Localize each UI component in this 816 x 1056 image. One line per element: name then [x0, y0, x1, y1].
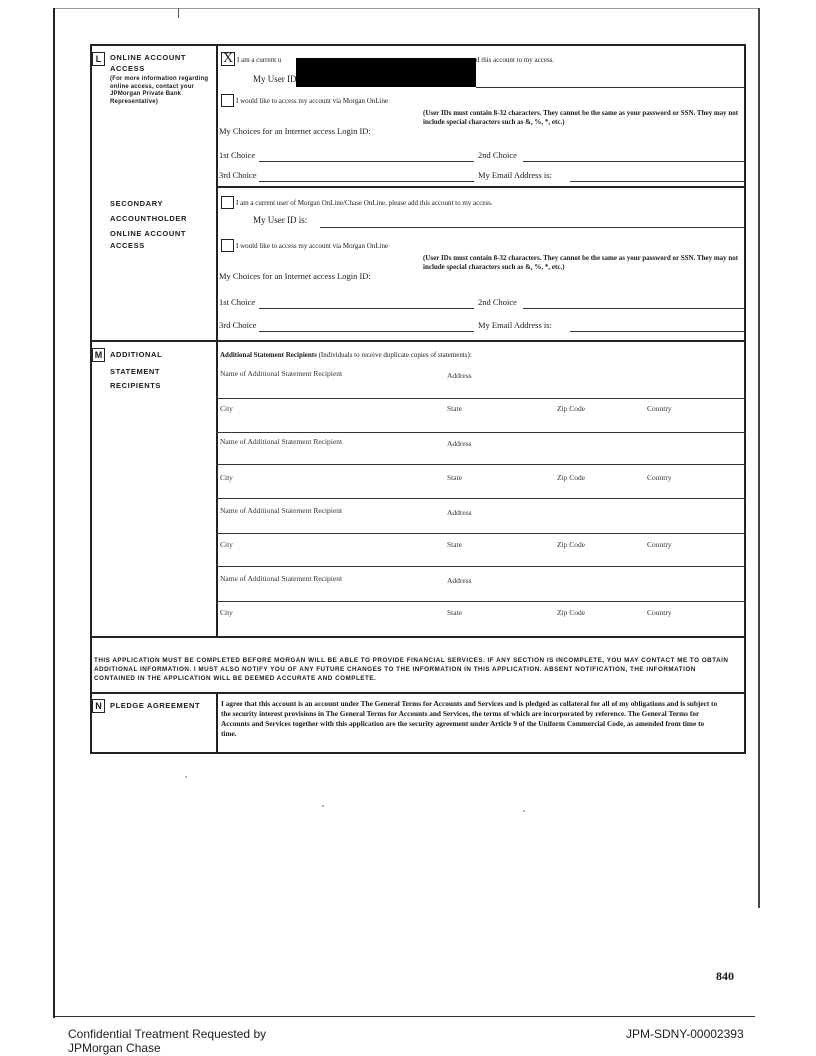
recipient-zip-label: Zip Code: [557, 608, 586, 617]
recipient-state-label: State: [447, 540, 462, 549]
email-label: My Email Address is:: [478, 170, 552, 180]
email-line[interactable]: [570, 181, 744, 182]
secondary-heading-3: ONLINE ACCOUNT: [110, 229, 187, 238]
recipient-name-label: Name of Additional Statement Recipient: [220, 506, 343, 515]
recipient-city-label: City: [220, 473, 233, 482]
recipient-row-line: [216, 533, 746, 534]
scan-edge-left: [53, 8, 55, 1018]
checkbox-x-mark: X: [222, 51, 234, 66]
recipient-row-line: [216, 398, 746, 399]
column-divider-pledge: [216, 694, 218, 754]
scan-speck: [322, 805, 324, 807]
recipient-row-line: [216, 566, 746, 567]
pledge-agreement-text: I agree that this account is an account under The General Terms for Accounts and Services and is pledged as collateral for all of my obligations and is subject to the security interest provisions in The General Terms for Accounts and Services, the terms of which are incorporated by reference. The General Terms for Accounts and Services together with this application are the security agreement under Article 9 of the Uniform Commercial Code, as amended from time to time.: [221, 699, 718, 738]
section-letter-n: N: [92, 699, 105, 713]
rule-notice: [90, 636, 746, 638]
intro-bold: Additional Statement Recipients: [220, 351, 317, 359]
secondary-choice2-label: 2nd Choice: [478, 297, 517, 307]
section-letter-l: L: [92, 52, 105, 66]
recipient-row-line: [216, 498, 746, 499]
recipient-city-label: City: [220, 540, 233, 549]
online-access-checkbox[interactable]: [221, 94, 234, 107]
section-m-heading-1: ADDITIONAL: [110, 350, 163, 359]
secondary-choice3-line[interactable]: [259, 331, 474, 332]
secondary-email-line[interactable]: [570, 331, 744, 332]
choice2-label: 2nd Choice: [478, 150, 517, 160]
choice2-line[interactable]: [523, 161, 744, 162]
footer-line-2: JPMorgan Chase: [68, 1041, 161, 1055]
secondary-login-choices-label: My Choices for an Internet access Login ID:: [219, 271, 371, 281]
footer-line-1: Confidential Treatment Requested by: [68, 1027, 267, 1041]
additional-recipients-intro: [220, 351, 472, 359]
secondary-choice1-label: 1st Choice: [219, 297, 256, 307]
recipient-zip-label: Zip Code: [557, 540, 586, 549]
recipient-state-label: State: [447, 404, 462, 413]
page-number: 840: [716, 969, 734, 983]
secondary-current-user-text: I am a current user of Morgan OnLine/Chase OnLine, please add this account to my access.: [236, 199, 493, 207]
section-m-heading-2: STATEMENT: [110, 367, 161, 376]
scan-edge-top: [55, 8, 760, 9]
recipient-name-label: Name of Additional Statement Recipient: [220, 574, 343, 583]
secondary-online-access-text: I would like to access my account via Morgan OnLine: [236, 242, 389, 250]
form-frame: [90, 44, 746, 754]
current-user-text-tail: d this account to my access.: [476, 56, 555, 64]
recipient-country-label: Country: [647, 540, 672, 549]
section-l-heading: ONLINE ACCOUNT ACCESS: [110, 53, 187, 73]
recipient-address-label: Address: [447, 439, 472, 448]
rule-n: [90, 692, 746, 694]
choice1-line[interactable]: [259, 161, 474, 162]
recipient-country-label: Country: [647, 404, 672, 413]
recipient-row-line: [216, 464, 746, 465]
recipient-zip-label: Zip Code: [557, 473, 586, 482]
recipient-state-label: State: [447, 608, 462, 617]
secondary-online-access-checkbox[interactable]: [221, 239, 234, 252]
completion-notice: THIS APPLICATION MUST BE COMPLETED BEFORE MORGAN WILL BE ABLE TO PROVIDE FINANCIAL SERVICES. IF ANY SECTION IS INCOMPLETE, YOU MAY CONTACT ME TO OBTAIN ADDITIONAL INFORMATION. I MUST ALSO NOTIFY YOU OF ANY FUTURE CHANGES TO THE INFORMATION IN THIS APPLICATION. ABSENT NOTIFICATION, THE INFORMATION CONTAINED IN THE APPLICATION WILL BE DEEMED ACCURATE AND COMPLETE.: [94, 657, 729, 683]
scan-speck: [185, 776, 187, 778]
secondary-heading-1: SECONDARY: [110, 199, 164, 208]
redaction-box: [296, 58, 476, 87]
secondary-user-id-label: My User ID is:: [253, 215, 308, 225]
secondary-userid-rules-note: (User IDs must contain 8-32 characters. They cannot be the same as your password or SSN. They may not include special characters such as &, %, *, etc.): [423, 254, 739, 271]
secondary-email-label: My Email Address is:: [478, 320, 552, 330]
secondary-choice2-line[interactable]: [523, 308, 744, 309]
choice1-label: 1st Choice: [219, 150, 256, 160]
scan-speck: [523, 810, 525, 812]
user-id-line: [476, 87, 744, 88]
online-access-text: I would like to access my account via Morgan OnLine: [236, 97, 389, 105]
recipient-name-label: Name of Additional Statement Recipient: [220, 369, 343, 378]
current-user-checkbox[interactable]: [221, 52, 235, 66]
intro-rest: (Individuals to receive duplicate copies of statements):: [316, 351, 472, 359]
recipient-name-label: Name of Additional Statement Recipient: [220, 437, 343, 446]
recipient-address-label: Address: [447, 576, 472, 585]
choice3-line[interactable]: [259, 181, 474, 182]
secondary-choice3-label: 3rd Choice: [219, 320, 257, 330]
rule-l-secondary: [216, 186, 746, 188]
secondary-current-user-checkbox[interactable]: [221, 196, 234, 209]
recipient-country-label: Country: [647, 608, 672, 617]
rule-m: [90, 340, 746, 342]
user-id-label: My User ID: [253, 74, 297, 84]
section-m-heading-3: RECIPIENTS: [110, 381, 162, 390]
recipient-row-line: [216, 432, 746, 433]
scan-mark: [178, 8, 179, 18]
recipient-country-label: Country: [647, 473, 672, 482]
footer-bates-number: JPM-SDNY-00002393: [626, 1027, 744, 1041]
recipient-city-label: City: [220, 404, 233, 413]
secondary-heading-4: ACCESS: [110, 241, 145, 250]
recipient-city-label: City: [220, 608, 233, 617]
userid-rules-note: (User IDs must contain 8-32 characters. They cannot be the same as your password or SSN. They may not include special characters such as &, %, *, etc.): [423, 109, 739, 126]
section-l-subtext: (For more information regarding online access, contact your JPMorgan Private Bank Representative): [110, 76, 209, 105]
recipient-zip-label: Zip Code: [557, 404, 586, 413]
secondary-heading-2: ACCOUNTHOLDER: [110, 214, 187, 223]
recipient-row-line: [216, 601, 746, 602]
secondary-user-id-line[interactable]: [320, 227, 744, 228]
current-user-text: I am a current u: [237, 56, 282, 64]
recipient-address-label: Address: [447, 508, 472, 517]
login-choices-label: My Choices for an Internet access Login ID:: [219, 126, 371, 136]
scan-edge-right: [758, 8, 760, 908]
recipient-state-label: State: [447, 473, 462, 482]
footer-confidential: [68, 1027, 266, 1055]
secondary-choice1-line[interactable]: [259, 308, 474, 309]
recipient-address-label: Address: [447, 371, 472, 380]
section-letter-m: M: [92, 348, 105, 362]
scan-edge-bottom: [55, 1016, 755, 1017]
section-n-heading: PLEDGE AGREEMENT: [110, 701, 201, 710]
choice3-label: 3rd Choice: [219, 170, 257, 180]
